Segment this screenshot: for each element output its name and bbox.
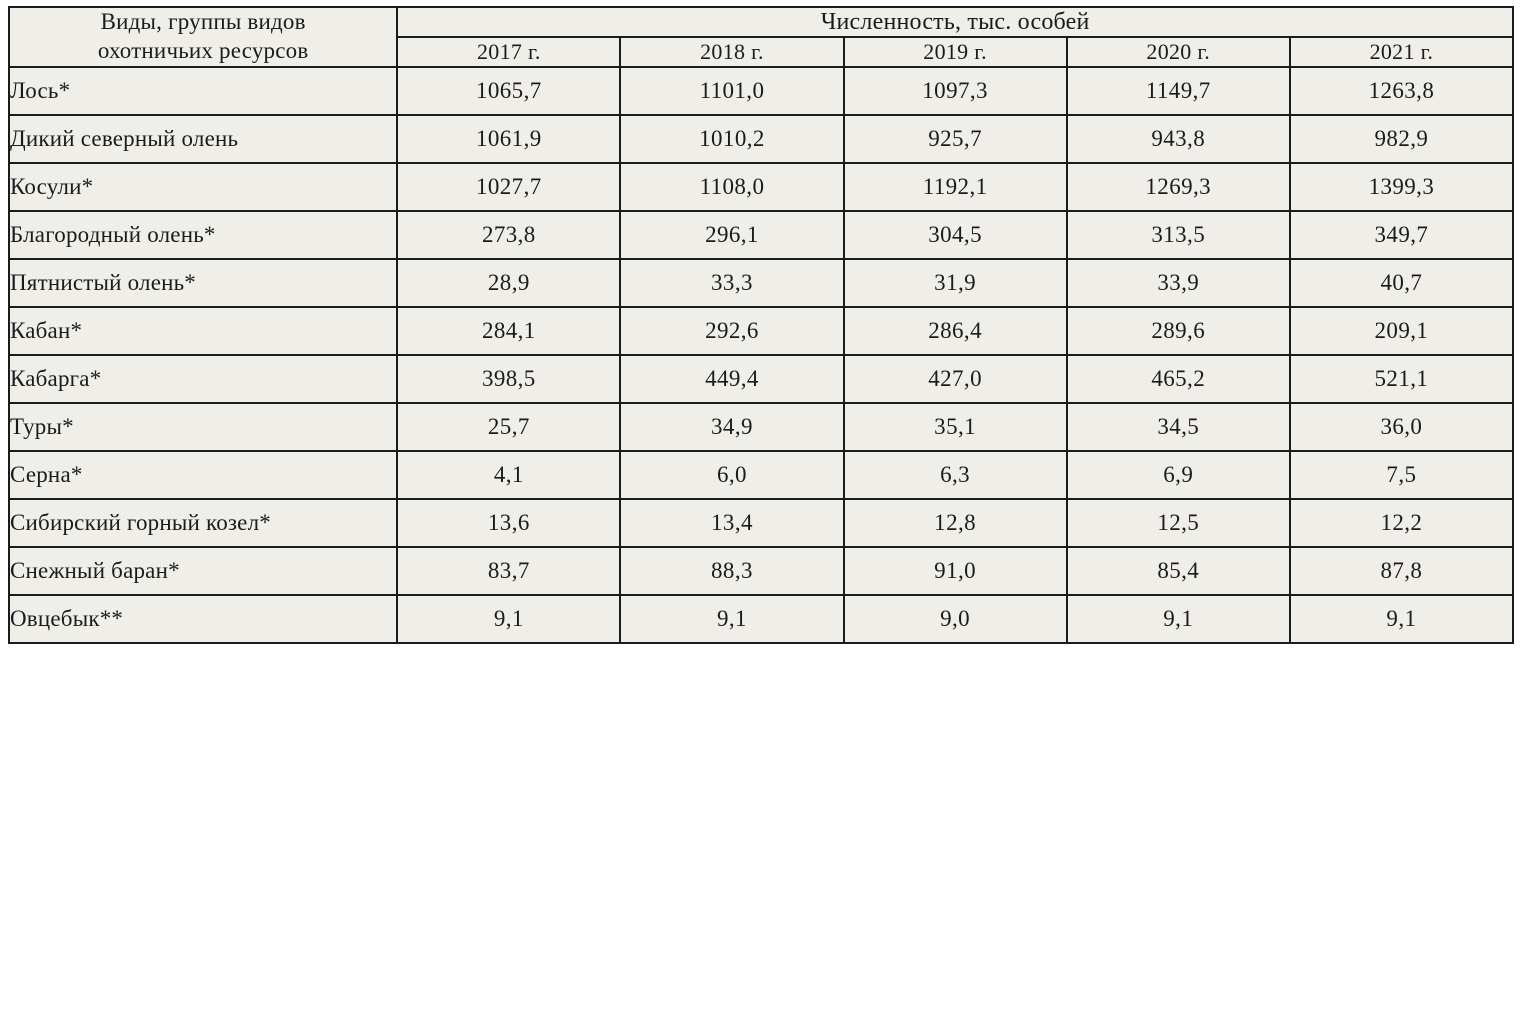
row-label: Кабарга* bbox=[9, 355, 397, 403]
cell-value: 85,4 bbox=[1067, 547, 1290, 595]
row-label: Лось* bbox=[9, 67, 397, 115]
cell-value: 1010,2 bbox=[620, 115, 843, 163]
cell-value: 465,2 bbox=[1067, 355, 1290, 403]
cell-value: 31,9 bbox=[844, 259, 1067, 307]
cell-value: 313,5 bbox=[1067, 211, 1290, 259]
row-label: Серна* bbox=[9, 451, 397, 499]
row-label: Туры* bbox=[9, 403, 397, 451]
cell-value: 273,8 bbox=[397, 211, 620, 259]
year-header-2021: 2021 г. bbox=[1290, 37, 1513, 66]
cell-value: 1027,7 bbox=[397, 163, 620, 211]
cell-value: 1263,8 bbox=[1290, 67, 1513, 115]
cell-value: 398,5 bbox=[397, 355, 620, 403]
table-row bbox=[9, 115, 1513, 163]
cell-value: 286,4 bbox=[844, 307, 1067, 355]
year-header-2020: 2020 г. bbox=[1067, 37, 1290, 66]
cell-value: 34,9 bbox=[620, 403, 843, 451]
cell-value: 284,1 bbox=[397, 307, 620, 355]
cell-value: 33,3 bbox=[620, 259, 843, 307]
cell-value: 1149,7 bbox=[1067, 67, 1290, 115]
table-row bbox=[9, 307, 1513, 355]
cell-value: 982,9 bbox=[1290, 115, 1513, 163]
cell-value: 9,0 bbox=[844, 595, 1067, 643]
cell-value: 449,4 bbox=[620, 355, 843, 403]
cell-value: 35,1 bbox=[844, 403, 1067, 451]
cell-value: 91,0 bbox=[844, 547, 1067, 595]
cell-value: 1061,9 bbox=[397, 115, 620, 163]
cell-value: 1108,0 bbox=[620, 163, 843, 211]
header-row-top bbox=[9, 7, 1513, 37]
cell-value: 1269,3 bbox=[1067, 163, 1290, 211]
cell-value: 12,2 bbox=[1290, 499, 1513, 547]
cell-value: 292,6 bbox=[620, 307, 843, 355]
table-row bbox=[9, 259, 1513, 307]
cell-value: 25,7 bbox=[397, 403, 620, 451]
cell-value: 6,3 bbox=[844, 451, 1067, 499]
cell-value: 34,5 bbox=[1067, 403, 1290, 451]
cell-value: 87,8 bbox=[1290, 547, 1513, 595]
cell-value: 1097,3 bbox=[844, 67, 1067, 115]
cell-value: 12,5 bbox=[1067, 499, 1290, 547]
row-label: Дикий северный олень bbox=[9, 115, 397, 163]
hunting-resources-table bbox=[8, 6, 1514, 644]
cell-value: 943,8 bbox=[1067, 115, 1290, 163]
cell-value: 1399,3 bbox=[1290, 163, 1513, 211]
cell-value: 40,7 bbox=[1290, 259, 1513, 307]
cell-value: 33,9 bbox=[1067, 259, 1290, 307]
table-row bbox=[9, 403, 1513, 451]
cell-value: 9,1 bbox=[1067, 595, 1290, 643]
cell-value: 6,9 bbox=[1067, 451, 1290, 499]
species-column-header bbox=[9, 7, 397, 67]
row-label: Сибирский горный козел* bbox=[9, 499, 397, 547]
table-row bbox=[9, 355, 1513, 403]
row-label: Кабан* bbox=[9, 307, 397, 355]
table-row bbox=[9, 211, 1513, 259]
cell-value: 1192,1 bbox=[844, 163, 1067, 211]
row-label: Овцебык** bbox=[9, 595, 397, 643]
table-row bbox=[9, 595, 1513, 643]
cell-value: 427,0 bbox=[844, 355, 1067, 403]
table-row bbox=[9, 163, 1513, 211]
cell-value: 7,5 bbox=[1290, 451, 1513, 499]
cell-value: 1101,0 bbox=[620, 67, 843, 115]
cell-value: 28,9 bbox=[397, 259, 620, 307]
cell-value: 83,7 bbox=[397, 547, 620, 595]
cell-value: 925,7 bbox=[844, 115, 1067, 163]
cell-value: 296,1 bbox=[620, 211, 843, 259]
cell-value: 9,1 bbox=[620, 595, 843, 643]
cell-value: 13,6 bbox=[397, 499, 620, 547]
cell-value: 9,1 bbox=[397, 595, 620, 643]
table-body bbox=[9, 67, 1513, 643]
table-row bbox=[9, 451, 1513, 499]
cell-value: 36,0 bbox=[1290, 403, 1513, 451]
cell-value: 521,1 bbox=[1290, 355, 1513, 403]
table-row bbox=[9, 499, 1513, 547]
row-label: Косули* bbox=[9, 163, 397, 211]
cell-value: 6,0 bbox=[620, 451, 843, 499]
table-row bbox=[9, 547, 1513, 595]
row-label: Благородный олень* bbox=[9, 211, 397, 259]
species-column-header-line1: Виды, группы видов bbox=[100, 9, 306, 34]
table-row bbox=[9, 67, 1513, 115]
species-column-header-line2: охотничьих ресурсов bbox=[97, 37, 309, 63]
row-label: Снежный баран* bbox=[9, 547, 397, 595]
year-header-2017: 2017 г. bbox=[397, 37, 620, 66]
year-header-2018: 2018 г. bbox=[620, 37, 843, 66]
year-header-2019: 2019 г. bbox=[844, 37, 1067, 66]
table-header bbox=[9, 7, 1513, 67]
cell-value: 209,1 bbox=[1290, 307, 1513, 355]
cell-value: 88,3 bbox=[620, 547, 843, 595]
cell-value: 12,8 bbox=[844, 499, 1067, 547]
cell-value: 9,1 bbox=[1290, 595, 1513, 643]
metric-title-header: Численность, тыс. особей bbox=[397, 7, 1513, 37]
cell-value: 349,7 bbox=[1290, 211, 1513, 259]
cell-value: 289,6 bbox=[1067, 307, 1290, 355]
cell-value: 1065,7 bbox=[397, 67, 620, 115]
cell-value: 304,5 bbox=[844, 211, 1067, 259]
row-label: Пятнистый олень* bbox=[9, 259, 397, 307]
cell-value: 13,4 bbox=[620, 499, 843, 547]
cell-value: 4,1 bbox=[397, 451, 620, 499]
